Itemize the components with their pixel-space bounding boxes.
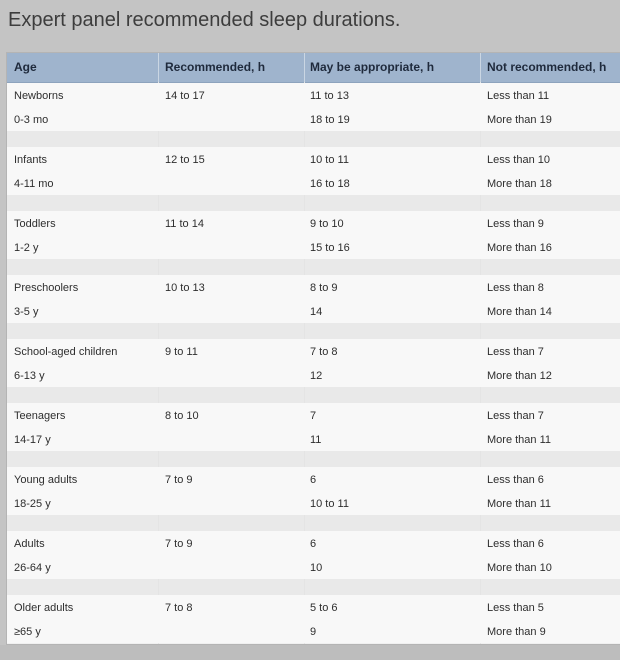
table-row <box>7 147 620 195</box>
row-separator <box>7 451 620 467</box>
age-range: 26-64 y <box>14 562 51 574</box>
appropriate-hours-low: 9 to 10 <box>310 218 344 230</box>
age-group-label: Young adults <box>14 474 78 486</box>
table-row <box>7 211 620 259</box>
not-recommended-low: Less than 7 <box>487 346 544 358</box>
not-recommended-low: Less than 10 <box>487 154 550 166</box>
recommended-hours: 7 to 9 <box>165 538 193 550</box>
appropriate-hours-low: 11 to 13 <box>310 90 349 102</box>
recommended-hours: 7 to 9 <box>165 474 193 486</box>
appropriate-hours-high: 16 to 18 <box>310 178 350 190</box>
row-separator <box>7 195 620 211</box>
header-divider <box>480 53 481 82</box>
bottom-border <box>0 645 620 660</box>
age-group-label: Teenagers <box>14 410 66 422</box>
header-may-be-appropriate: May be appropriate, h <box>310 60 435 74</box>
appropriate-hours-high: 14 <box>310 306 323 318</box>
not-recommended-low: Less than 6 <box>487 538 544 550</box>
appropriate-hours-low: 10 to 11 <box>310 154 349 166</box>
header-recommended: Recommended, h <box>165 60 266 74</box>
table-row <box>7 531 620 579</box>
table-body <box>7 83 620 643</box>
not-recommended-high: More than 9 <box>487 626 546 638</box>
age-range: 4-11 mo <box>14 178 54 190</box>
appropriate-hours-high: 15 to 16 <box>310 242 350 254</box>
age-range: 1-2 y <box>14 242 39 254</box>
age-group-label: Preschoolers <box>14 282 79 294</box>
row-separator <box>7 387 620 403</box>
appropriate-hours-high: 11 <box>310 434 322 446</box>
not-recommended-high: More than 19 <box>487 114 552 126</box>
table-row <box>7 275 620 323</box>
header-divider <box>158 53 159 82</box>
recommended-hours: 8 to 10 <box>165 410 199 422</box>
recommended-hours: 10 to 13 <box>165 282 205 294</box>
appropriate-hours-low: 6 <box>310 538 317 550</box>
row-separator <box>7 259 620 275</box>
appropriate-hours-low: 7 <box>310 410 317 422</box>
appropriate-hours-low: 7 to 8 <box>310 346 338 358</box>
not-recommended-low: Less than 5 <box>487 602 544 614</box>
appropriate-hours-high: 18 to 19 <box>310 114 350 126</box>
appropriate-hours-high: 10 <box>310 562 323 574</box>
table-row <box>7 467 620 515</box>
not-recommended-low: Less than 6 <box>487 474 544 486</box>
not-recommended-low: Less than 8 <box>487 282 544 294</box>
age-range: 6-13 y <box>14 370 45 382</box>
age-group-label: Older adults <box>14 602 74 614</box>
appropriate-hours-high: 10 to 11 <box>310 498 349 510</box>
row-separator <box>7 323 620 339</box>
recommended-hours: 12 to 15 <box>165 154 205 166</box>
recommended-hours: 9 to 11 <box>165 346 198 358</box>
age-group-label: Infants <box>14 154 48 166</box>
not-recommended-high: More than 12 <box>487 370 552 382</box>
table-row <box>7 595 620 643</box>
sleep-duration-table <box>6 52 620 645</box>
recommended-hours: 11 to 14 <box>165 218 204 230</box>
age-group-label: Toddlers <box>14 218 56 230</box>
recommended-hours: 7 to 8 <box>165 602 193 614</box>
age-range: ≥65 y <box>14 626 41 638</box>
not-recommended-high: More than 18 <box>487 178 552 190</box>
appropriate-hours-low: 6 <box>310 474 317 486</box>
not-recommended-low: Less than 11 <box>487 90 550 102</box>
not-recommended-high: More than 16 <box>487 242 552 254</box>
not-recommended-low: Less than 7 <box>487 410 544 422</box>
appropriate-hours-low: 5 to 6 <box>310 602 338 614</box>
appropriate-hours-high: 12 <box>310 370 323 382</box>
appropriate-hours-high: 9 <box>310 626 317 638</box>
table-row <box>7 403 620 451</box>
header-age: Age <box>14 60 37 74</box>
table-row <box>7 83 620 131</box>
row-separator <box>7 579 620 595</box>
age-range: 18-25 y <box>14 498 51 510</box>
not-recommended-high: More than 14 <box>487 306 552 318</box>
not-recommended-high: More than 10 <box>487 562 552 574</box>
row-separator <box>7 131 620 147</box>
row-separator <box>7 515 620 531</box>
not-recommended-high: More than 11 <box>487 434 552 446</box>
recommended-hours: 14 to 17 <box>165 90 205 102</box>
page-title: Expert panel recommended sleep durations. <box>8 9 401 31</box>
age-range: 3-5 y <box>14 306 39 318</box>
not-recommended-high: More than 11 <box>487 498 552 510</box>
table-header <box>7 53 620 83</box>
age-group-label: School-aged children <box>14 346 118 358</box>
header-not-recommended: Not recommended, h <box>487 60 607 74</box>
age-group-label: Newborns <box>14 90 64 102</box>
appropriate-hours-low: 8 to 9 <box>310 282 338 294</box>
age-group-label: Adults <box>14 538 45 550</box>
age-range: 14-17 y <box>14 434 51 446</box>
header-divider <box>304 53 305 82</box>
age-range: 0-3 mo <box>14 114 49 126</box>
not-recommended-low: Less than 9 <box>487 218 544 230</box>
table-row <box>7 339 620 387</box>
